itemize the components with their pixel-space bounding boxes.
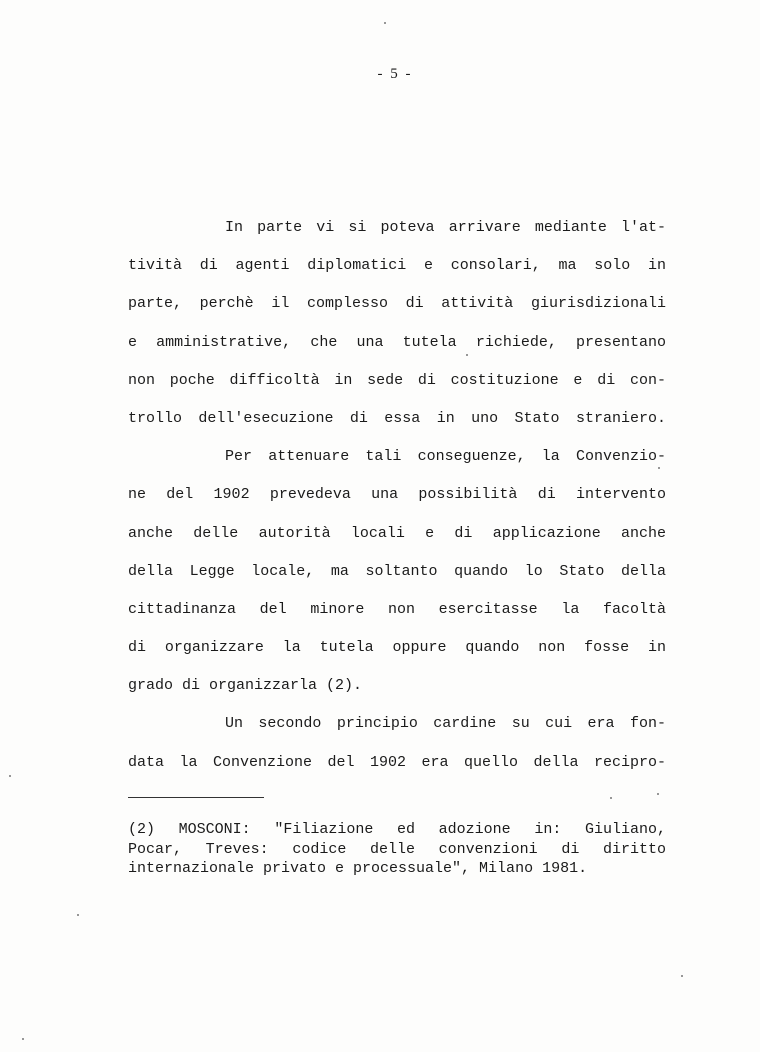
footnote-line: (2) MOSCONI: "Filiazione ed adozione in: Giuliano,: [128, 821, 666, 838]
text-line: e amministrative, che una tutela richiede, presentano: [128, 333, 666, 351]
text-line: Un secondo principio cardine su cui era fon-: [225, 715, 666, 733]
footnote-line: Pocar, Treves: codice delle convenzioni di diritto: [128, 840, 666, 858]
text-line: grado di organizzarla (2).: [128, 677, 363, 695]
text-line: non poche difficoltà in sede di costituzione e di con-: [128, 371, 666, 389]
text-line: di organizzare la tutela oppure quando non fosse in: [128, 639, 666, 657]
footnote-line: internazionale privato e processuale", Milano 1981.: [128, 860, 588, 877]
scan-speck: [681, 975, 683, 977]
text-line: ne del 1902 prevedeva una possibilità di intervento: [128, 486, 666, 504]
scan-speck: [658, 467, 660, 469]
text-line: anche delle autorità locali e di applicazione anche: [128, 524, 666, 542]
text-line: della Legge locale, ma soltanto quando lo Stato della: [128, 562, 666, 580]
text-line: data la Convenzione del 1902 era quello della recipro-: [128, 753, 666, 771]
text-line: Per attenuare tali conseguenze, la Convenzio-: [225, 448, 666, 466]
footnote-separator: [128, 797, 264, 798]
scan-speck: [657, 793, 659, 795]
text-line: parte, perchè il complesso di attività giurisdizionali: [128, 295, 666, 313]
text-line: trollo dell'esecuzione di essa in uno Stato straniero.: [128, 409, 666, 427]
text-line: In parte vi si poteva arrivare mediante l'at-: [225, 219, 666, 236]
text-line: tività di agenti diplomatici e consolari, ma solo in: [128, 257, 666, 275]
scan-speck: [9, 775, 11, 777]
scan-speck: [77, 914, 79, 916]
scan-speck: [610, 797, 612, 799]
scan-speck: [466, 354, 468, 356]
footnote: [128, 820, 666, 879]
text-line: cittadinanza del minore non esercitasse la facoltà: [128, 600, 666, 618]
scan-speck: [384, 22, 386, 24]
page-number: - 5 -: [377, 66, 413, 82]
scan-speck: [22, 1038, 24, 1040]
body-text: [128, 209, 666, 782]
